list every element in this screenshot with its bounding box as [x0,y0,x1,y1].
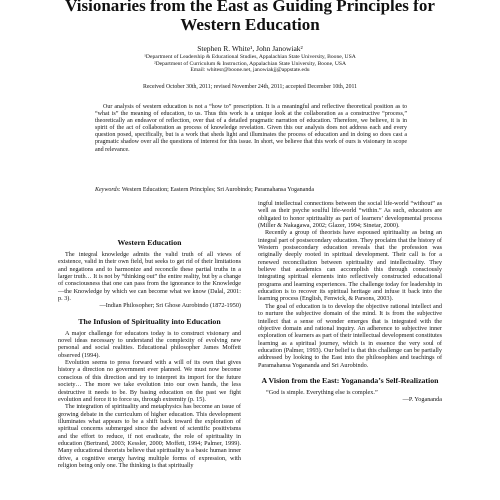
paragraph: The integration of spirituality and metaphysics has become an issue of growing debate in the curriculum of higher education. This development illuminates what appears to be a shift back toward the exploration of spiritual concerns submerged since the advent of scientific positivisms and the effort to reduce, if not eradicate, the role of spirituality in education (Bertrand, 2003; Kessler, 2000; Moffett, 1994; Palmer, 1999). Many educational theorists believe that spirituality is a basic human inner drive, a cognitive energy having multiple forms of expression, with religion being only one. The thinking is that spiritually [58,403,241,469]
authors: Stephen R. White¹, John Janowiak² [197,44,303,53]
keywords-label: Keywords [95,187,119,193]
affiliation-1: ¹Department of Leadership & Educational Studies, Appalachian State University, Boone, USA [144,54,356,60]
paragraph: A major challenge for educators today is to construct visionary and novel ideas necessary to understand the complexity of evolving new personal and social realities. Educational philosopher James Moffett observed (1994). [58,329,241,359]
left-column [58,200,241,469]
affiliation-2: ²Department of Curriculum & Instruction, Appalachian State University, Boone, USA [153,60,347,67]
section-heading-western-education: Western Education [117,238,182,247]
epigraph-yogananda: “God is simple. Everything else is complex.” [266,388,378,396]
keywords [95,187,407,194]
keywords-list: : Western Education; Eastern Principles; Sri Aurobindo; Paramahansa Yogananda [118,187,314,193]
paragraph: The goal of education is to develop the objective rational intellect and to nurture the subjective domain of the mind. It is from the subjective intellect that a sense of wonder emerges that is integrated with the objective domain and rational inquiry. An adherence to subjective inner exploration of learners as part of their intellectual development constitutes learning as a spiritual journey, which is in essence the very soul of education (Palmer, 1993). Our belief is that this challenge can be partially addressed by looking to the East into the philosophies and teachings of Paramahansa Yogananda and Sri Aurobindo. [258,302,443,369]
author-emails: Email: whitesr@boone.net, janowiakjj@appstate.edu [190,67,310,74]
received-dates: Received October 30th, 2011; revised November 24th, 2011; accepted December 10th, 2011 [142,84,358,90]
epigraph-attribution: —Indian Philosopher; Sri Ghose Aurobindo (1872-1950) [99,302,241,310]
section-heading-vision-from-east: A Vision from the East: Yogananda’s Self-Realization [261,375,439,385]
paper-title: Visionaries from the East as Guiding Principles for Western Education [65,0,435,34]
affiliations [0,54,500,74]
paragraph: Recently a group of theorists have espoused spirituality as being an integral part of postsecondary education. They proclaim that the history of Western postsecondary education reveals that the profession was originally deeply rooted in spiritual development. Their call is for a renewed reconciliation between spirituality and intellectuality. They believe that academics can accomplish this through consciously integrating spiritual elements into reflectively constructed educational programs and learning experiences. The challenge today for leadership in education is to recover its spiritual heritage and infuse it back into the learning process (English, Fenwick, & Parsons, 2003). [258,229,442,303]
epigraph-aurobindo: The integral knowledge admits the valid truth of all views of existence, valid in their own field, but seeks to get rid of their limitations and negations and to harmonize and reconcile these partial truths in a larger truth… It is not by “thinking out” the entire reality, but by a change of consciousness that one can pass from the ignorance to the Knowledge—the Knowledge by which we can become what we know (Dalal, 2001: p. 3). [58,251,241,303]
paragraph: ingful intellectual connections between the social life-world “without” as well as their psyche soulful life-world “within.” As such, educators are obligated to honor spirituality as part of learners’ developmental process (Miller & Nakagawa, 2002; Glazer, 1994; Sinetar, 2000). [258,200,442,230]
section-heading-infusion: The Infusion of Spirituality into Education [78,316,221,326]
abstract: Our analysis of western education is not a “how to” prescription. It is a meaningful and reflective theoretical position as to “what is” the meaning of education, to us. Thus this work is a unique look at the collaboration as a constructive “process,” theoretically an endeavor of reflection, over that of a detailed pragmatic narration of education. Therefore, we believe, it is in spirit of the act of collaboration as process of knowledge revelation. Given this our analysis does not address each and every question posed, specifically, but is a work that sheds light and illuminates the process of education and in doing so does cast a pragmatic shadow over all the questions of interest for this issue. In short, we believe that this work of ours is visionary in scope and relevance. [95,104,407,153]
quote-attribution: —P. Yogananda [402,396,442,404]
paragraph: Evolution seems to press forward with a will of its own that gives history a direction no government ever planned. We must now become conscious of this direction and try to interpret its import for the future society… The more we take evolution into our own hands, the less destructive it needs to be. By basing education on the past we fight evolution and force it to force us, through extremity (p. 15). [58,359,241,403]
right-column [258,200,442,404]
